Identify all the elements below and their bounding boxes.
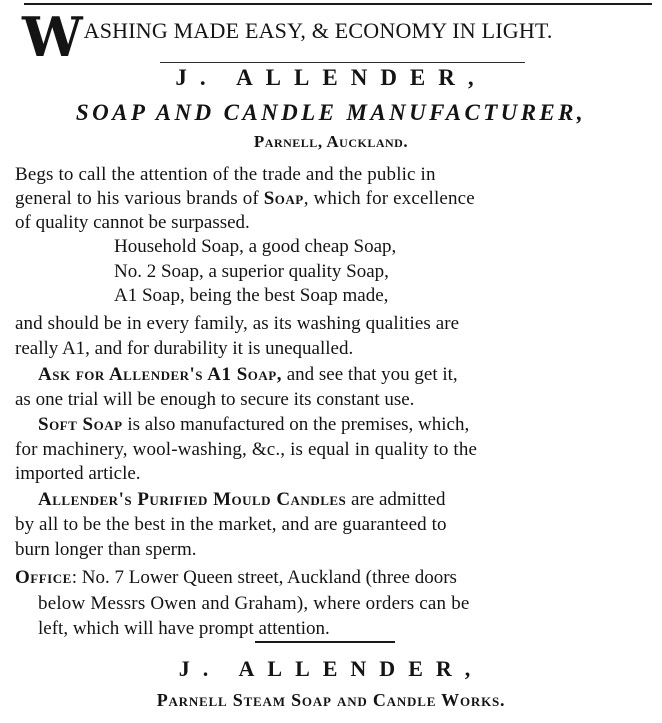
intro-line-2: [15, 188, 475, 210]
advertiser-place: Parnell, Auckland.: [253, 132, 409, 151]
soft-caps: Soft Soap: [38, 414, 123, 435]
soft-line-3: imported article.: [15, 463, 141, 484]
brand-household: Household Soap, a good cheap Soap,: [114, 236, 397, 257]
advertiser-trade: SOAP AND CANDLE MANUFACTURER,: [75, 100, 587, 125]
footer-rule: [255, 641, 395, 643]
footer-name: J. ALLENDER,: [178, 656, 484, 681]
ask-caps: Ask for Allender's A1 Soap,: [38, 364, 282, 385]
intro-line-2-end: , which for excellence: [303, 188, 475, 209]
office-caps: Office: [15, 567, 72, 588]
office-line-3: left, which will have prompt attention.: [38, 618, 330, 639]
ask-line-1: [38, 364, 458, 386]
candles-caps: Allender's Purified Mould Candles: [38, 489, 347, 510]
candles-line-2: by all to be the best in the market, and are guaranteed to: [15, 514, 447, 535]
headline: [22, 5, 662, 69]
brand-a1: A1 Soap, being the best Soap made,: [114, 285, 389, 306]
intro-line-1: Begs to call the attention of the trade and the public in: [15, 164, 436, 185]
intro-line-3: of quality cannot be surpassed.: [15, 212, 250, 233]
top-rule: [24, 3, 652, 5]
family-line-1: and should be in every family, as its washing qualities are: [15, 313, 460, 334]
soft-line-1: [38, 414, 469, 436]
office-line-1: [15, 567, 457, 589]
ask-line-2: as one trial will be enough to secure its constant use.: [15, 389, 415, 410]
office-rest: : No. 7 Lower Queen street, Auckland (three doors: [71, 567, 457, 588]
soap-term: Soap: [263, 188, 304, 209]
candles-rest: are admitted: [346, 489, 446, 510]
intro-line-2-text: general to his various brands of: [15, 188, 264, 209]
office-line-2: below Messrs Owen and Graham), where orders can be: [38, 593, 470, 614]
soft-rest: is also manufactured on the premises, which,: [122, 414, 470, 435]
ask-rest: and see that you get it,: [281, 364, 458, 385]
brand-no2: No. 2 Soap, a superior quality Soap,: [114, 261, 389, 282]
family-line-2: really A1, and for durability it is unequalled.: [15, 338, 354, 359]
soft-line-2: for machinery, wool-washing, &c., is equal in quality to the: [15, 439, 478, 460]
headline-text: ASHING MADE EASY, & ECONOMY IN LIGHT.: [83, 18, 553, 43]
footer-works: Parnell Steam Soap and Candle Works.: [156, 690, 506, 710]
headline-rule: [160, 62, 525, 63]
candles-line-1: [38, 489, 445, 511]
candles-line-3: burn longer than sperm.: [15, 539, 197, 560]
headline-drop-cap: W: [22, 5, 83, 69]
advertiser-name: J. ALLENDER,: [175, 65, 487, 90]
